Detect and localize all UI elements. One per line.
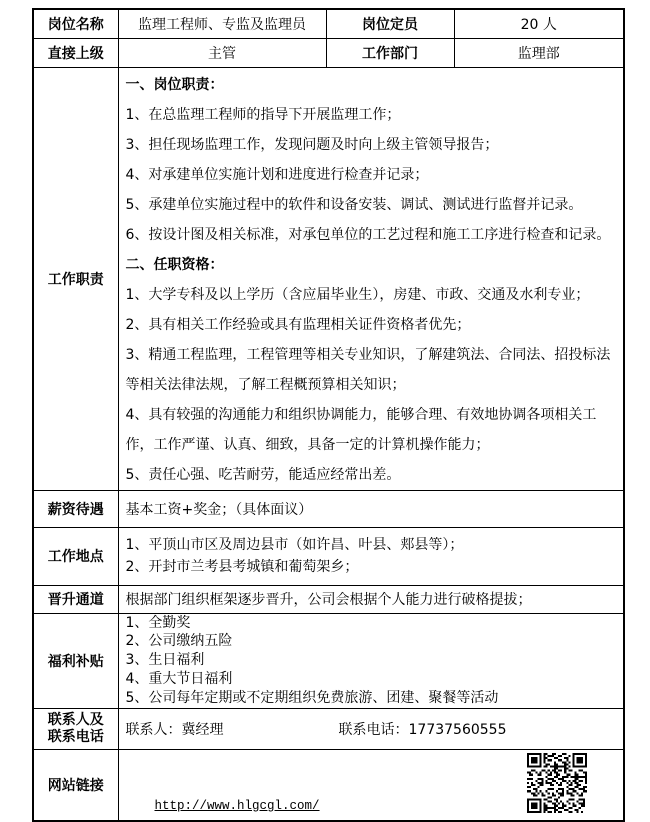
duties-label: 工作职责 <box>33 67 118 490</box>
qualification-item: 3、精通工程监理，工程管理等相关专业知识，了解建筑法、合同法、招投标法等相关法律法规，了解工程概预算相关知识； <box>125 346 611 393</box>
promotion-value: 根据部门组织框架逐步晋升，公司会根据个人能力进行破格提拔； <box>118 585 624 613</box>
table-row <box>33 67 624 490</box>
benefit-item: 2、公司缴纳五险 <box>125 633 233 650</box>
table-row <box>33 708 624 749</box>
duties-section1-heading: 一、岗位职责： <box>125 76 224 93</box>
duties-item: 5、承建单位实施过程中的软件和设备安装、调试、测试进行监督并记录。 <box>125 196 583 213</box>
duties-item: 3、担任现场监理工作，发现问题及时向上级主管领导报告； <box>125 136 499 153</box>
supervisor-label: 直接上级 <box>33 38 118 67</box>
table-row <box>33 749 624 821</box>
supervisor-value: 主管 <box>118 38 326 67</box>
benefit-item: 5、公司每年定期或不定期组织免费旅游、团建、聚餐等活动 <box>125 689 499 706</box>
salary-value: 基本工资+奖金；（具体面议） <box>118 490 624 527</box>
table-row <box>33 527 624 585</box>
table-row <box>33 490 624 527</box>
qualification-item: 2、具有相关工作经验或具有监理相关证件资格者优先； <box>125 316 471 333</box>
duties-item: 4、对承建单位实施计划和进度进行检查并记录； <box>125 166 429 183</box>
job-posting-table <box>32 8 625 822</box>
contact-phone: 联系电话：17737560555 <box>338 721 507 738</box>
location-item: 2、开封市兰考县考城镇和葡萄架乡； <box>125 559 359 575</box>
table-row <box>33 613 624 708</box>
duties-content <box>118 67 624 490</box>
table-row <box>33 9 624 38</box>
location-item: 1、平顶山市区及周边县市（如许昌、叶县、郏县等）； <box>125 537 464 553</box>
contact-label-line1: 联系人及 <box>47 711 104 728</box>
department-label: 工作部门 <box>326 38 454 67</box>
promotion-label: 晋升通道 <box>33 585 118 613</box>
website-label: 网站链接 <box>33 749 118 821</box>
duties-item: 1、在总监理工程师的指导下开展监理工作； <box>125 106 401 123</box>
duties-item: 6、按设计图及相关标准，对承包单位的工艺过程和施工工序进行检查和记录。 <box>125 226 611 243</box>
benefits-content <box>118 613 624 708</box>
table-row <box>33 585 624 613</box>
headcount-value: 20 人 <box>454 9 624 38</box>
benefits-label: 福利补贴 <box>33 613 118 708</box>
department-value: 监理部 <box>454 38 624 67</box>
position-name-value: 监理工程师、专监及监理员 <box>118 9 326 38</box>
qr-code-icon <box>527 753 587 813</box>
position-name-label: 岗位名称 <box>33 9 118 38</box>
benefit-item: 3、生日福利 <box>125 652 205 669</box>
contact-content <box>118 708 624 749</box>
contact-label <box>33 708 118 749</box>
salary-label: 薪资待遇 <box>33 490 118 527</box>
website-content <box>118 749 624 821</box>
headcount-label: 岗位定员 <box>326 9 454 38</box>
qualification-item: 1、大学专科及以上学历（含应届毕业生），房建、市政、交通及水利专业； <box>125 286 590 303</box>
contact-person: 联系人：冀经理 <box>125 721 224 738</box>
qualification-item: 5、责任心强、吃苦耐劳，能适应经常出差。 <box>125 466 401 483</box>
location-label: 工作地点 <box>33 527 118 585</box>
table-row <box>33 38 624 67</box>
website-link[interactable]: http://www.hlgcgl.com/ <box>154 799 320 813</box>
benefit-item: 4、重大节日福利 <box>125 670 233 687</box>
benefit-item: 1、全勤奖 <box>125 614 191 631</box>
location-content <box>118 527 624 585</box>
duties-section2-heading: 二、任职资格： <box>125 256 224 273</box>
qualification-item: 4、具有较强的沟通能力和组织协调能力，能够合理、有效地协调各项相关工作，工作严谨、认真、细致，具备一定的计算机操作能力； <box>125 406 597 453</box>
contact-label-line2: 联系电话 <box>47 728 104 745</box>
